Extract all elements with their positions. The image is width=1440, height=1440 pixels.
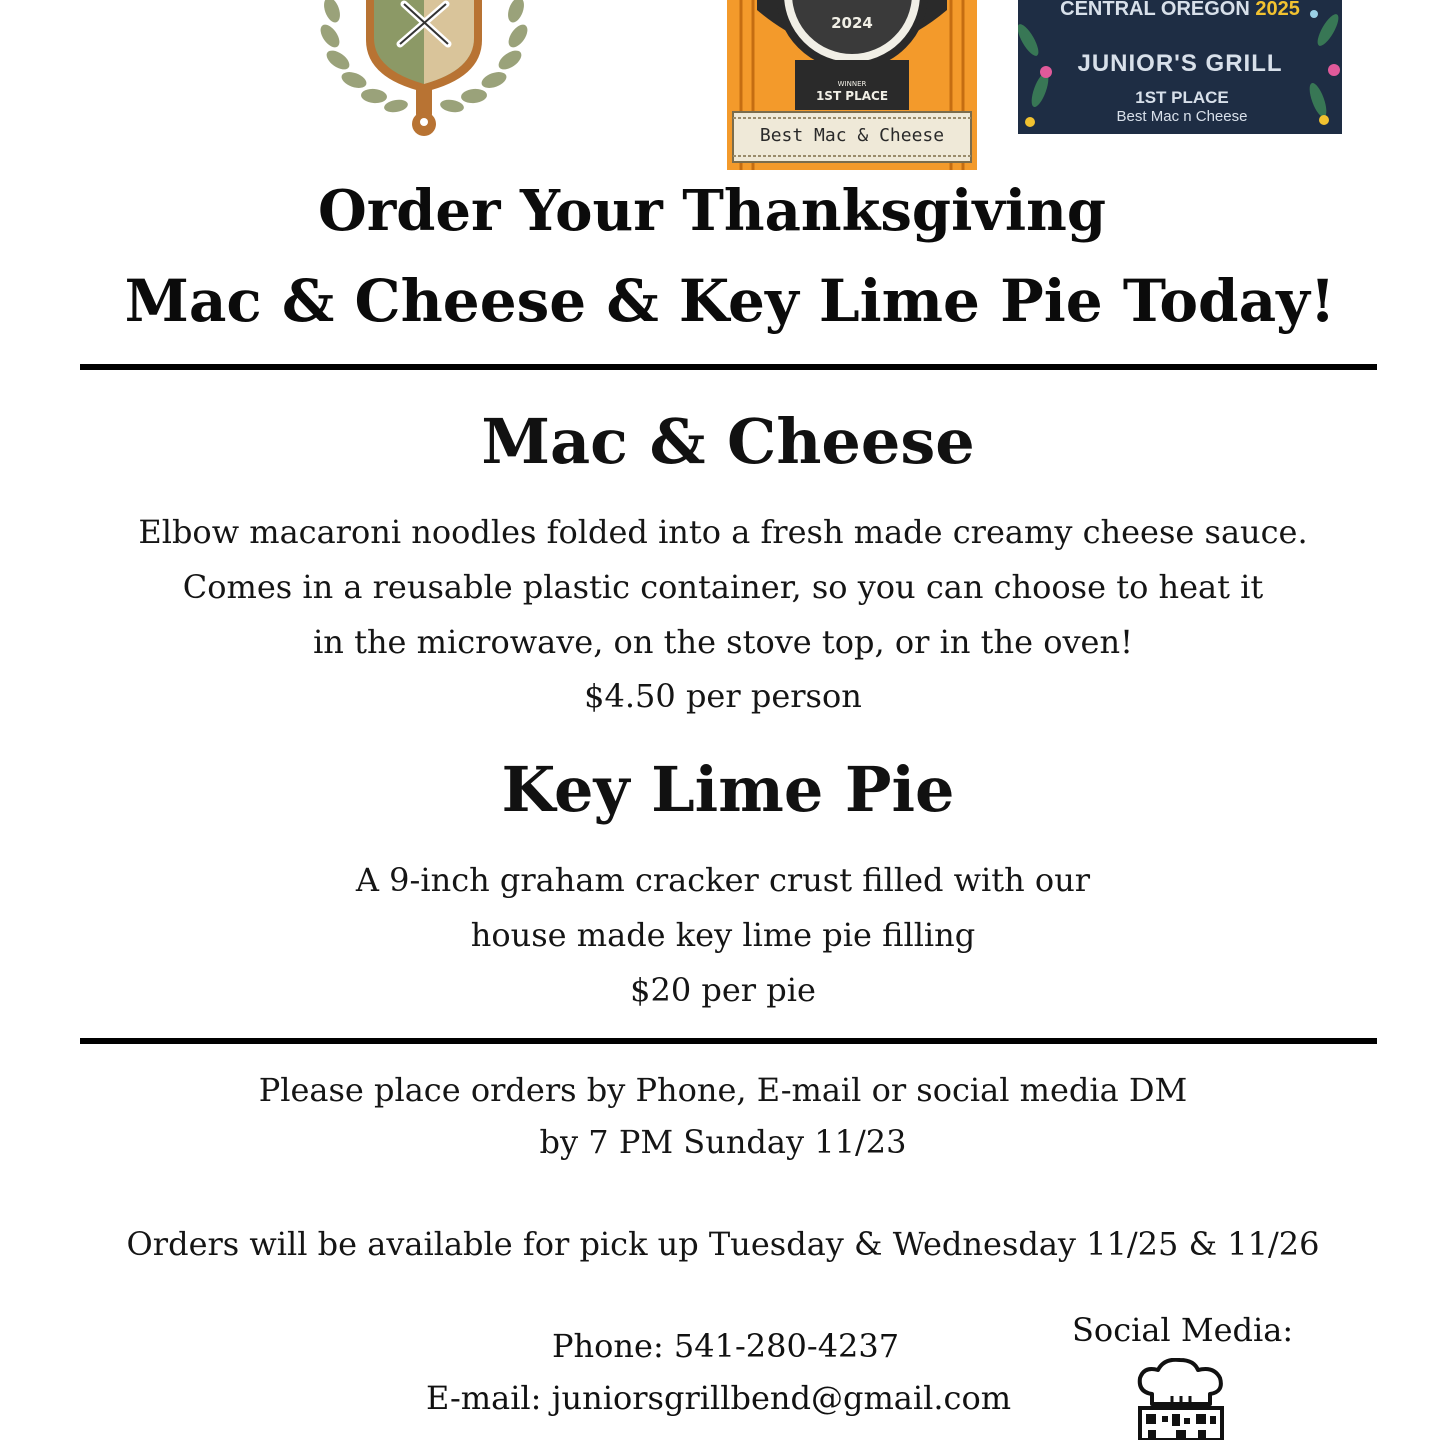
chef-hat-qr-code[interactable] [1132,1358,1232,1440]
social-media-label: Social Media: [1072,1311,1294,1349]
divider-top [80,364,1377,370]
award-badge-2024 [727,0,977,170]
award-2025-business: JUNIOR'S GRILL [1077,50,1283,77]
award-2024-place: 1ST PLACE [815,89,889,103]
mac-cheese-price: $4.50 per person [584,677,862,715]
mac-cheese-title: Mac & Cheese [481,405,975,478]
award-2025-place: 1ST PLACE [1135,88,1229,107]
mac-cheese-description-line: in the microwave, on the stove top, or in the oven! [313,623,1133,661]
mac-cheese-description-line: Comes in a reusable plastic container, so you can choose to heat it [182,568,1264,606]
contact-phone[interactable]: Phone: 541-280-4237 [552,1327,900,1365]
award-2025-year: 2025 [1255,0,1300,20]
award-2024-year: 2024 [831,14,873,32]
mac-cheese-description-line: Elbow macaroni noodles folded into a fresh made creamy cheese sauce. [138,513,1308,551]
award-2024-category: Best Mac & Cheese [759,125,945,146]
crest-logo-icon [318,0,530,138]
divider-bottom [80,1038,1377,1044]
key-lime-pie-price: $20 per pie [630,971,816,1009]
key-lime-pie-title: Key Lime Pie [501,753,955,826]
headline-line-1: Order Your Thanksgiving [317,178,1107,244]
award-2025-region: CENTRAL OREGON [1060,0,1250,20]
chef-hat-qr-icon [1132,1358,1232,1440]
headline-line-2: Mac & Cheese & Key Lime Pie Today! [124,267,1336,335]
order-deadline: by 7 PM Sunday 11/23 [539,1123,907,1161]
pickup-dates: Orders will be available for pick up Tuesday & Wednesday 11/25 & 11/26 [126,1225,1320,1263]
contact-email[interactable]: E-mail: juniorsgrillbend@gmail.com [426,1379,1012,1417]
restaurant-crest-logo [318,0,530,138]
key-lime-pie-description-line: house made key lime pie filling [470,916,976,954]
key-lime-pie-description-line: A 9-inch graham cracker crust filled with our [355,861,1091,899]
award-badge-2025 [1018,0,1342,134]
award-2024-winner: WINNER [837,80,867,88]
order-instructions: Please place orders by Phone, E-mail or social media DM [258,1071,1188,1109]
award-2025-category: Best Mac n Cheese [1116,108,1248,125]
award-2025-heading [1018,0,1342,21]
